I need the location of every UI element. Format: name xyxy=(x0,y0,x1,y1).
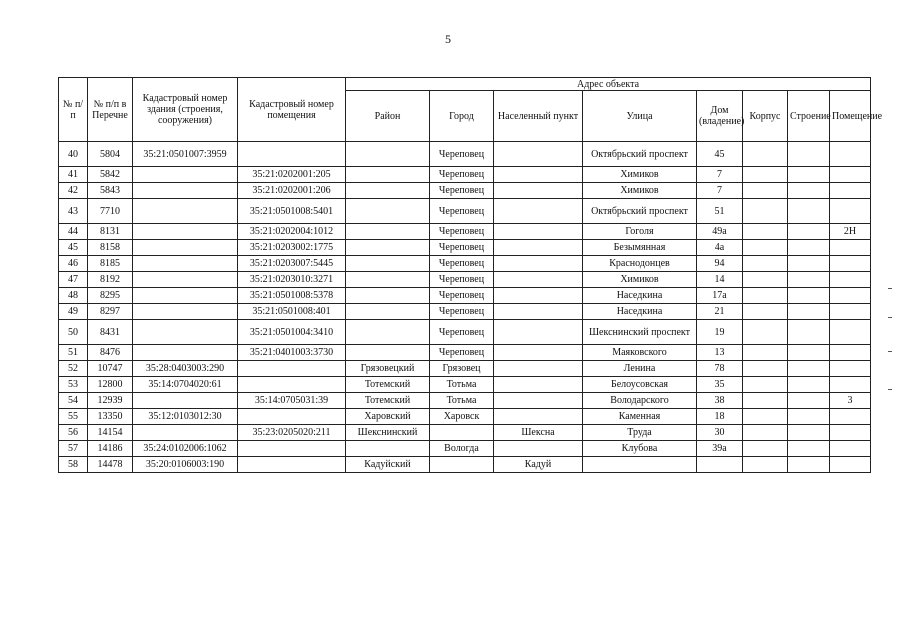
cell-house: 51 xyxy=(697,199,743,224)
cell-stroenie xyxy=(788,393,830,409)
cell-settlement xyxy=(494,393,583,409)
cell-num: 50 xyxy=(59,320,88,345)
table-row xyxy=(59,345,871,361)
cell-korpus xyxy=(743,345,788,361)
cell-stroenie xyxy=(788,409,830,425)
cell-korpus xyxy=(743,183,788,199)
cell-list-num: 8192 xyxy=(88,272,133,288)
cell-stroenie xyxy=(788,320,830,345)
cell-settlement xyxy=(494,345,583,361)
cell-num: 48 xyxy=(59,288,88,304)
cell-cad-building xyxy=(133,256,238,272)
cell-korpus xyxy=(743,167,788,183)
cell-stroenie xyxy=(788,457,830,473)
cell-cad-building xyxy=(133,288,238,304)
cell-cad-room: 35:21:0203007:5445 xyxy=(238,256,346,272)
cell-district: Тотемский xyxy=(346,393,430,409)
cell-num: 55 xyxy=(59,409,88,425)
cell-settlement xyxy=(494,199,583,224)
cell-district xyxy=(346,183,430,199)
cell-house: 39а xyxy=(697,441,743,457)
cell-num: 52 xyxy=(59,361,88,377)
cell-num: 53 xyxy=(59,377,88,393)
table-row xyxy=(59,361,871,377)
cell-city: Череповец xyxy=(430,199,494,224)
table-row xyxy=(59,183,871,199)
cell-district xyxy=(346,288,430,304)
cell-korpus xyxy=(743,240,788,256)
cell-cad-room: 35:21:0202001:205 xyxy=(238,167,346,183)
cell-cad-room xyxy=(238,142,346,167)
cell-settlement xyxy=(494,167,583,183)
cell-list-num: 5842 xyxy=(88,167,133,183)
cell-city: Череповец xyxy=(430,224,494,240)
cell-pomeshchenie xyxy=(830,377,871,393)
cell-num: 57 xyxy=(59,441,88,457)
cell-street: Шекснинский проспект xyxy=(583,320,697,345)
cell-korpus xyxy=(743,304,788,320)
cell-house: 78 xyxy=(697,361,743,377)
cell-korpus xyxy=(743,377,788,393)
cell-street: Маяковского xyxy=(583,345,697,361)
cell-street: Каменная xyxy=(583,409,697,425)
cell-korpus xyxy=(743,425,788,441)
cell-city: Тотьма xyxy=(430,393,494,409)
cell-list-num: 8185 xyxy=(88,256,133,272)
cell-cad-room xyxy=(238,409,346,425)
table-row xyxy=(59,441,871,457)
table-row xyxy=(59,199,871,224)
cell-cad-room: 35:14:0705031:39 xyxy=(238,393,346,409)
cell-cad-room: 35:21:0501008:5378 xyxy=(238,288,346,304)
cell-house: 38 xyxy=(697,393,743,409)
cell-cad-building xyxy=(133,393,238,409)
cell-house: 18 xyxy=(697,409,743,425)
cell-house: 13 xyxy=(697,345,743,361)
cell-settlement: Шексна xyxy=(494,425,583,441)
cell-house: 21 xyxy=(697,304,743,320)
cell-cad-building xyxy=(133,425,238,441)
cell-cad-building: 35:20:0106003:190 xyxy=(133,457,238,473)
table-row xyxy=(59,224,871,240)
cell-cad-building xyxy=(133,167,238,183)
cell-city: Череповец xyxy=(430,320,494,345)
cell-korpus xyxy=(743,441,788,457)
cell-list-num: 5843 xyxy=(88,183,133,199)
margin-mark xyxy=(888,389,892,390)
cell-district xyxy=(346,142,430,167)
cell-street xyxy=(583,457,697,473)
cell-korpus xyxy=(743,224,788,240)
table-body xyxy=(59,142,871,473)
cell-city xyxy=(430,425,494,441)
cell-cad-building xyxy=(133,224,238,240)
cell-list-num: 8431 xyxy=(88,320,133,345)
header-address-group: Адрес объекта xyxy=(346,78,871,91)
cell-street: Ленина xyxy=(583,361,697,377)
cell-city: Череповец xyxy=(430,288,494,304)
cell-list-num: 7710 xyxy=(88,199,133,224)
cell-street: Октябрьский проспект xyxy=(583,142,697,167)
table-row xyxy=(59,167,871,183)
cell-list-num: 8158 xyxy=(88,240,133,256)
cell-korpus xyxy=(743,409,788,425)
cell-cad-room: 35:23:0205020:211 xyxy=(238,425,346,441)
cell-settlement: Кадуй xyxy=(494,457,583,473)
cell-num: 42 xyxy=(59,183,88,199)
cell-korpus xyxy=(743,199,788,224)
margin-mark xyxy=(888,351,892,352)
cell-cad-room xyxy=(238,377,346,393)
objects-table xyxy=(58,77,883,473)
table-row xyxy=(59,288,871,304)
table-row xyxy=(59,393,871,409)
cell-korpus xyxy=(743,457,788,473)
header-house: Дом (владение) xyxy=(697,91,743,142)
cell-stroenie xyxy=(788,377,830,393)
cell-pomeshchenie xyxy=(830,183,871,199)
cell-pomeshchenie xyxy=(830,199,871,224)
cell-pomeshchenie xyxy=(830,240,871,256)
cell-stroenie xyxy=(788,272,830,288)
cell-cad-building xyxy=(133,304,238,320)
cell-settlement xyxy=(494,256,583,272)
cell-stroenie xyxy=(788,199,830,224)
cell-list-num: 8295 xyxy=(88,288,133,304)
cell-stroenie xyxy=(788,441,830,457)
cell-pomeshchenie xyxy=(830,345,871,361)
cell-list-num: 14478 xyxy=(88,457,133,473)
cell-settlement xyxy=(494,304,583,320)
cell-street: Безымянная xyxy=(583,240,697,256)
cell-district xyxy=(346,224,430,240)
cell-cad-building xyxy=(133,320,238,345)
cell-street: Гоголя xyxy=(583,224,697,240)
cell-list-num: 5804 xyxy=(88,142,133,167)
cell-cad-building xyxy=(133,345,238,361)
cell-pomeshchenie xyxy=(830,425,871,441)
header-cad-room: Кадастровый номер помещения xyxy=(238,78,346,142)
cell-city: Череповец xyxy=(430,256,494,272)
cell-settlement xyxy=(494,240,583,256)
cell-num: 51 xyxy=(59,345,88,361)
cell-street: Труда xyxy=(583,425,697,441)
cell-city: Череповец xyxy=(430,345,494,361)
cell-city: Череповец xyxy=(430,183,494,199)
cell-cad-building: 35:21:0501007:3959 xyxy=(133,142,238,167)
cell-district xyxy=(346,240,430,256)
cell-list-num: 8131 xyxy=(88,224,133,240)
cell-korpus xyxy=(743,393,788,409)
cell-pomeshchenie xyxy=(830,142,871,167)
table-row xyxy=(59,320,871,345)
cell-korpus xyxy=(743,142,788,167)
cell-street: Наседкина xyxy=(583,304,697,320)
header-korpus: Корпус xyxy=(743,91,788,142)
cell-cad-room: 35:21:0501004:3410 xyxy=(238,320,346,345)
cell-house: 35 xyxy=(697,377,743,393)
cell-city: Череповец xyxy=(430,167,494,183)
margin-mark xyxy=(888,288,892,289)
cell-num: 56 xyxy=(59,425,88,441)
cell-cad-building xyxy=(133,272,238,288)
cell-district: Грязовецкий xyxy=(346,361,430,377)
cell-num: 44 xyxy=(59,224,88,240)
cell-pomeshchenie xyxy=(830,256,871,272)
header-cad-building: Кадастровый номер здания (строения, сооружения) xyxy=(133,78,238,142)
cell-street: Белоусовская xyxy=(583,377,697,393)
cell-stroenie xyxy=(788,183,830,199)
cell-pomeshchenie xyxy=(830,441,871,457)
table-row xyxy=(59,457,871,473)
cell-city: Череповец xyxy=(430,240,494,256)
cell-district: Кадуйский xyxy=(346,457,430,473)
cell-pomeshchenie xyxy=(830,304,871,320)
cell-stroenie xyxy=(788,345,830,361)
table-row xyxy=(59,425,871,441)
cell-settlement xyxy=(494,320,583,345)
cell-district xyxy=(346,272,430,288)
cell-settlement xyxy=(494,224,583,240)
cell-settlement xyxy=(494,272,583,288)
cell-stroenie xyxy=(788,425,830,441)
cell-cad-room: 35:21:0203002:1775 xyxy=(238,240,346,256)
cell-district xyxy=(346,167,430,183)
header-settlement: Населенный пункт xyxy=(494,91,583,142)
cell-list-num: 10747 xyxy=(88,361,133,377)
cell-cad-room xyxy=(238,441,346,457)
cell-list-num: 14154 xyxy=(88,425,133,441)
cell-street: Клубова xyxy=(583,441,697,457)
cell-city: Тотьма xyxy=(430,377,494,393)
margin-mark xyxy=(888,317,892,318)
cell-num: 47 xyxy=(59,272,88,288)
cell-district: Харовский xyxy=(346,409,430,425)
cell-street: Наседкина xyxy=(583,288,697,304)
cell-street: Химиков xyxy=(583,183,697,199)
table-row xyxy=(59,240,871,256)
cell-settlement xyxy=(494,288,583,304)
cell-house: 94 xyxy=(697,256,743,272)
cell-stroenie xyxy=(788,167,830,183)
cell-stroenie xyxy=(788,240,830,256)
table-row xyxy=(59,272,871,288)
cell-pomeshchenie: 3 xyxy=(830,393,871,409)
cell-city: Вологда xyxy=(430,441,494,457)
cell-list-num: 12939 xyxy=(88,393,133,409)
cell-cad-building xyxy=(133,183,238,199)
cell-street: Химиков xyxy=(583,167,697,183)
cell-korpus xyxy=(743,361,788,377)
cell-house: 30 xyxy=(697,425,743,441)
cell-street: Краснодонцев xyxy=(583,256,697,272)
cell-pomeshchenie xyxy=(830,272,871,288)
cell-settlement xyxy=(494,441,583,457)
cell-pomeshchenie xyxy=(830,288,871,304)
cell-num: 45 xyxy=(59,240,88,256)
cell-street: Володарского xyxy=(583,393,697,409)
cell-korpus xyxy=(743,320,788,345)
cell-house: 45 xyxy=(697,142,743,167)
header-num: № п/п xyxy=(59,78,88,142)
cell-stroenie xyxy=(788,224,830,240)
cell-cad-building: 35:12:0103012:30 xyxy=(133,409,238,425)
cell-city: Грязовец xyxy=(430,361,494,377)
cell-cad-building: 35:28:0403003:290 xyxy=(133,361,238,377)
cell-street: Химиков xyxy=(583,272,697,288)
cell-num: 46 xyxy=(59,256,88,272)
cell-city: Череповец xyxy=(430,142,494,167)
cell-cad-room: 35:21:0202004:1012 xyxy=(238,224,346,240)
cell-house: 17а xyxy=(697,288,743,304)
cell-list-num: 8297 xyxy=(88,304,133,320)
cell-list-num: 14186 xyxy=(88,441,133,457)
cell-pomeshchenie xyxy=(830,457,871,473)
cell-house: 49а xyxy=(697,224,743,240)
cell-list-num: 12800 xyxy=(88,377,133,393)
cell-stroenie xyxy=(788,142,830,167)
cell-num: 43 xyxy=(59,199,88,224)
cell-district xyxy=(346,345,430,361)
cell-pomeshchenie xyxy=(830,167,871,183)
cell-cad-building: 35:24:0102006:1062 xyxy=(133,441,238,457)
cell-cad-room: 35:21:0501008:5401 xyxy=(238,199,346,224)
cell-settlement xyxy=(494,377,583,393)
cell-district xyxy=(346,304,430,320)
header-city: Город xyxy=(430,91,494,142)
cell-cad-building: 35:14:0704020:61 xyxy=(133,377,238,393)
cell-pomeshchenie xyxy=(830,320,871,345)
cell-district: Шекснинский xyxy=(346,425,430,441)
cell-list-num: 13350 xyxy=(88,409,133,425)
cell-cad-room: 35:21:0401003:3730 xyxy=(238,345,346,361)
cell-num: 58 xyxy=(59,457,88,473)
cell-city xyxy=(430,457,494,473)
cell-district xyxy=(346,256,430,272)
cell-settlement xyxy=(494,361,583,377)
table-row xyxy=(59,377,871,393)
cell-cad-room: 35:21:0202001:206 xyxy=(238,183,346,199)
table-row xyxy=(59,409,871,425)
cell-cad-building xyxy=(133,199,238,224)
cell-stroenie xyxy=(788,361,830,377)
cell-cad-room: 35:21:0203010:3271 xyxy=(238,272,346,288)
cell-district xyxy=(346,441,430,457)
cell-num: 41 xyxy=(59,167,88,183)
cell-pomeshchenie xyxy=(830,409,871,425)
header-street: Улица xyxy=(583,91,697,142)
table-row xyxy=(59,256,871,272)
cell-settlement xyxy=(494,409,583,425)
table-row xyxy=(59,304,871,320)
cell-district xyxy=(346,320,430,345)
cell-stroenie xyxy=(788,288,830,304)
cell-korpus xyxy=(743,272,788,288)
cell-cad-room xyxy=(238,361,346,377)
header-pomeshchenie: Помещение xyxy=(830,91,871,142)
cell-cad-room xyxy=(238,457,346,473)
cell-district: Тотемский xyxy=(346,377,430,393)
cell-house: 14 xyxy=(697,272,743,288)
cell-house: 7 xyxy=(697,167,743,183)
cell-korpus xyxy=(743,256,788,272)
cell-settlement xyxy=(494,183,583,199)
header-stroenie: Строение xyxy=(788,91,830,142)
cell-city: Череповец xyxy=(430,272,494,288)
cell-stroenie xyxy=(788,304,830,320)
cell-house: 4а xyxy=(697,240,743,256)
header-district: Район xyxy=(346,91,430,142)
cell-korpus xyxy=(743,288,788,304)
cell-num: 49 xyxy=(59,304,88,320)
cell-list-num: 8476 xyxy=(88,345,133,361)
table-row xyxy=(59,142,871,167)
cell-cad-room: 35:21:0501008:401 xyxy=(238,304,346,320)
cell-house: 19 xyxy=(697,320,743,345)
cell-pomeshchenie: 2Н xyxy=(830,224,871,240)
cell-cad-building xyxy=(133,240,238,256)
cell-num: 54 xyxy=(59,393,88,409)
page-number: 5 xyxy=(445,32,451,46)
cell-pomeshchenie xyxy=(830,361,871,377)
header-list-num: № п/п в Перечне xyxy=(88,78,133,142)
cell-city: Харовск xyxy=(430,409,494,425)
cell-stroenie xyxy=(788,256,830,272)
cell-house xyxy=(697,457,743,473)
cell-district xyxy=(346,199,430,224)
cell-settlement xyxy=(494,142,583,167)
cell-num: 40 xyxy=(59,142,88,167)
cell-house: 7 xyxy=(697,183,743,199)
cell-street: Октябрьский проспект xyxy=(583,199,697,224)
cell-city: Череповец xyxy=(430,304,494,320)
